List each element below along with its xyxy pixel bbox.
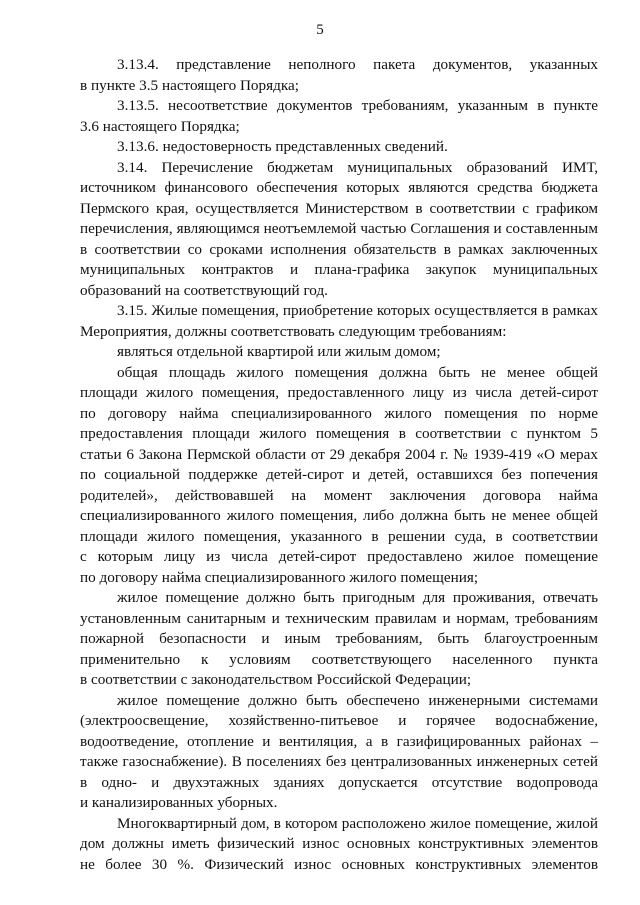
text-line: по договору найма специализированного жилого помещения; xyxy=(80,568,479,586)
page-number: 5 xyxy=(316,22,324,38)
text-line: муниципальных контрактов и плана-графика закупок муниципальных xyxy=(80,261,598,278)
text-line: (электроосвещение, хозяйственно-питьевое и горячее водоснабжение, xyxy=(80,712,598,729)
text-line: перечисления, являющимся неотъемлемой частью Соглашения и составленным xyxy=(80,220,598,237)
text-line: предоставления площади жилого помещения в соответствии с пунктом 5 xyxy=(80,425,598,442)
text-line: 3.14. Перечисление бюджетам муниципальных образований ИМТ, xyxy=(117,158,598,176)
text-line: специализированного жилого помещения, либо должна быть не менее общей xyxy=(80,507,598,524)
text-line: жилое помещение должно быть пригодным для проживания, отвечать xyxy=(117,589,598,606)
text-line: водоотведение, отопление и вентиляция, а в газифицированных районах – xyxy=(80,732,598,750)
text-line: являться отдельной квартирой или жилым домом; xyxy=(117,343,441,360)
text-line: Многоквартирный дом, в котором расположено жилое помещение, жилой xyxy=(117,814,598,832)
text-line: общая площадь жилого помещения должна быть не менее общей xyxy=(117,363,598,381)
text-line: и канализированных уборных. xyxy=(80,794,278,811)
text-line: 3.13.4. представление неполного пакета документов, указанных xyxy=(117,56,598,73)
text-line: 3.13.6. недостоверность представленных сведений. xyxy=(117,138,448,155)
text-line: не более 30 %. Физический износ основных конструктивных элементов xyxy=(80,855,598,873)
text-line: 3.13.5. несоответствие документов требованиям, указанным в пункте xyxy=(117,97,598,114)
text-line: установленным санитарным и техническим правилам и нормам, требованиям xyxy=(80,609,598,627)
text-line: по социальной поддержке детей-сирот и детей, оставшихся без попечения xyxy=(80,466,598,483)
text-line: Мероприятия, должны соответствовать следующим требованиям: xyxy=(80,322,507,340)
text-line: применительно к условиям соответствующего населенного пункта xyxy=(80,650,598,668)
text-line: также газоснабжение). В поселениях без централизованных инженерных сетей xyxy=(80,753,598,770)
text-line: дом должны иметь физический износ основных конструктивных элементов xyxy=(80,835,598,852)
text-line: жилое помещение должно быть обеспечено инженерными системами xyxy=(117,691,598,709)
text-line: образований на соответствующий год. xyxy=(80,281,328,299)
text-line: источником финансового обеспечения которых являются средства бюджета xyxy=(80,179,598,196)
text-line: родителей», действовавшей на момент заключения договора найма xyxy=(80,486,598,504)
text-line: в соответствии со сроками исполнения обязательств в рамках заключенных xyxy=(80,240,598,258)
text-line: пожарной безопасности и иным требованиям, быть благоустроенным xyxy=(80,630,598,647)
text-line: в пункте 3.5 настоящего Порядка; xyxy=(80,76,299,94)
text-line: площади жилого помещения, предоставленного лицу из числа детей-сирот xyxy=(80,384,598,401)
text-line: Пермского края, осуществляется Министерством в соответствии с графиком xyxy=(80,199,598,217)
text-line: по договору найма специализированного жилого помещения по норме xyxy=(80,404,598,422)
text-line: в соответствии с законодательством Российской Федерации; xyxy=(80,671,472,688)
text-line: статьи 6 Закона Пермской области от 29 декабря 2004 г. № 1939-419 «О мерах xyxy=(80,445,598,463)
text-line: 3.6 настоящего Порядка; xyxy=(80,117,240,135)
text-line: в одно- и двухэтажных зданиях допускается отсутствие водопровода xyxy=(80,773,598,791)
text-line: площади жилого помещения, указанного в решении суда, в соответствии xyxy=(80,527,598,545)
text-line: с которым лицу из числа детей-сирот предоставлено жилое помещение xyxy=(80,548,598,565)
text-line: 3.15. Жилые помещения, приобретение которых осуществляется в рамках xyxy=(117,302,598,319)
